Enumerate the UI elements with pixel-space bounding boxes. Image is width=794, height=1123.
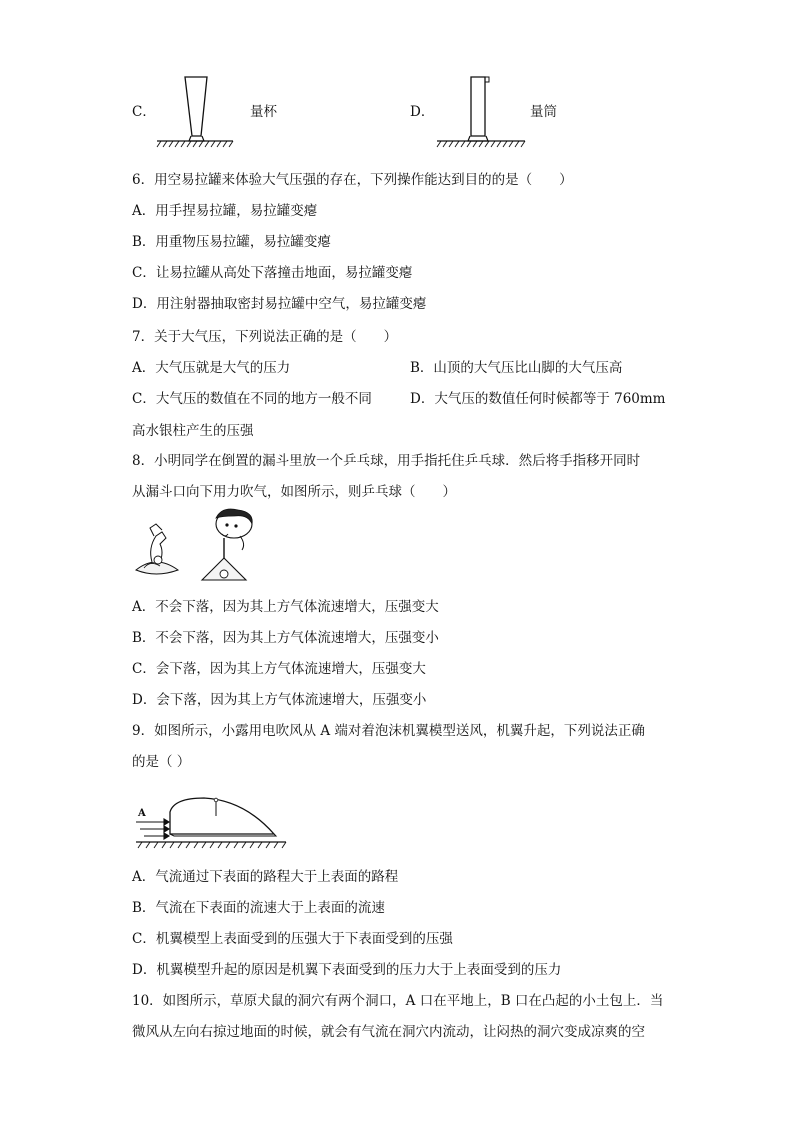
wing-model-figure <box>134 794 290 850</box>
q6-option-d: D．用注射器抽取密封易拉罐中空气，易拉罐变瘪 <box>132 296 427 312</box>
wing-arrow-label: A <box>138 808 146 819</box>
q7-option-c: C．大气压的数值在不同的地方一般不同 <box>132 391 372 407</box>
q10-stem-line1: 10．如图所示，草原犬鼠的洞穴有两个洞口，A 口在平地上，B 口在凸起的小土包上．当 <box>132 993 664 1009</box>
q7-option-b: B．山顶的大气压比山脚的大气压高 <box>410 360 623 376</box>
option-d-label: 量筒 <box>530 104 557 120</box>
q6-option-a: A．用手捏易拉罐，易拉罐变瘪 <box>132 203 318 219</box>
measuring-cup-figure <box>155 74 235 154</box>
q9-option-c: C．机翼模型上表面受到的压强大于下表面受到的压强 <box>132 931 453 947</box>
q8-stem-line1: 8．小明同学在倒置的漏斗里放一个乒乓球，用手指托住乒乓球．然后将手指移开同时 <box>132 453 641 469</box>
q9-option-b: B．气流在下表面的流速大于上表面的流速 <box>132 900 385 916</box>
graduated-cylinder-figure <box>435 74 527 154</box>
q6-stem: 6．用空易拉罐来体验大气压强的存在，下列操作能达到目的的是（ ） <box>132 172 573 188</box>
q8-option-c: C．会下落，因为其上方气体流速增大，压强变大 <box>132 661 426 677</box>
q9-option-d: D．机翼模型升起的原因是机翼下表面受到的压力大于上表面受到的压力 <box>132 962 562 978</box>
option-c-letter: C． <box>132 104 156 120</box>
q9-stem-line1: 9．如图所示，小露用电吹风从 A 端对着泡沫机翼模型送风，机翼升起，下列说法正确 <box>132 723 645 739</box>
funnel-pingpong-figure <box>130 508 260 586</box>
option-c-label: 量杯 <box>250 104 277 120</box>
q6-option-c: C．让易拉罐从高处下落撞击地面，易拉罐变瘪 <box>132 265 413 281</box>
option-d-letter: D． <box>410 104 435 120</box>
q8-option-a: A．不会下落，因为其上方气体流速增大，压强变大 <box>132 599 439 615</box>
q7-option-d-cont: 高水银柱产生的压强 <box>132 423 254 439</box>
q6-option-b: B．用重物压易拉罐，易拉罐变瘪 <box>132 234 331 250</box>
q8-option-d: D．会下落，因为其上方气体流速增大，压强变小 <box>132 692 427 708</box>
q7-stem: 7．关于大气压，下列说法正确的是（ ） <box>132 329 398 345</box>
q10-stem-line2: 微风从左向右掠过地面的时候，就会有气流在洞穴内流动，让闷热的洞穴变成凉爽的空 <box>132 1024 645 1040</box>
q7-option-d: D．大气压的数值任何时候都等于 760mm <box>410 391 666 407</box>
q8-stem-line2: 从漏斗口向下用力吹气，如图所示，则乒乓球（ ） <box>132 484 456 500</box>
q7-option-a: A．大气压就是大气的压力 <box>132 360 291 376</box>
q8-option-b: B．不会下落，因为其上方气体流速增大，压强变小 <box>132 630 439 646</box>
q9-stem-line2: 的是（ ） <box>132 754 191 770</box>
q9-option-a: A．气流通过下表面的路程大于上表面的路程 <box>132 869 399 885</box>
